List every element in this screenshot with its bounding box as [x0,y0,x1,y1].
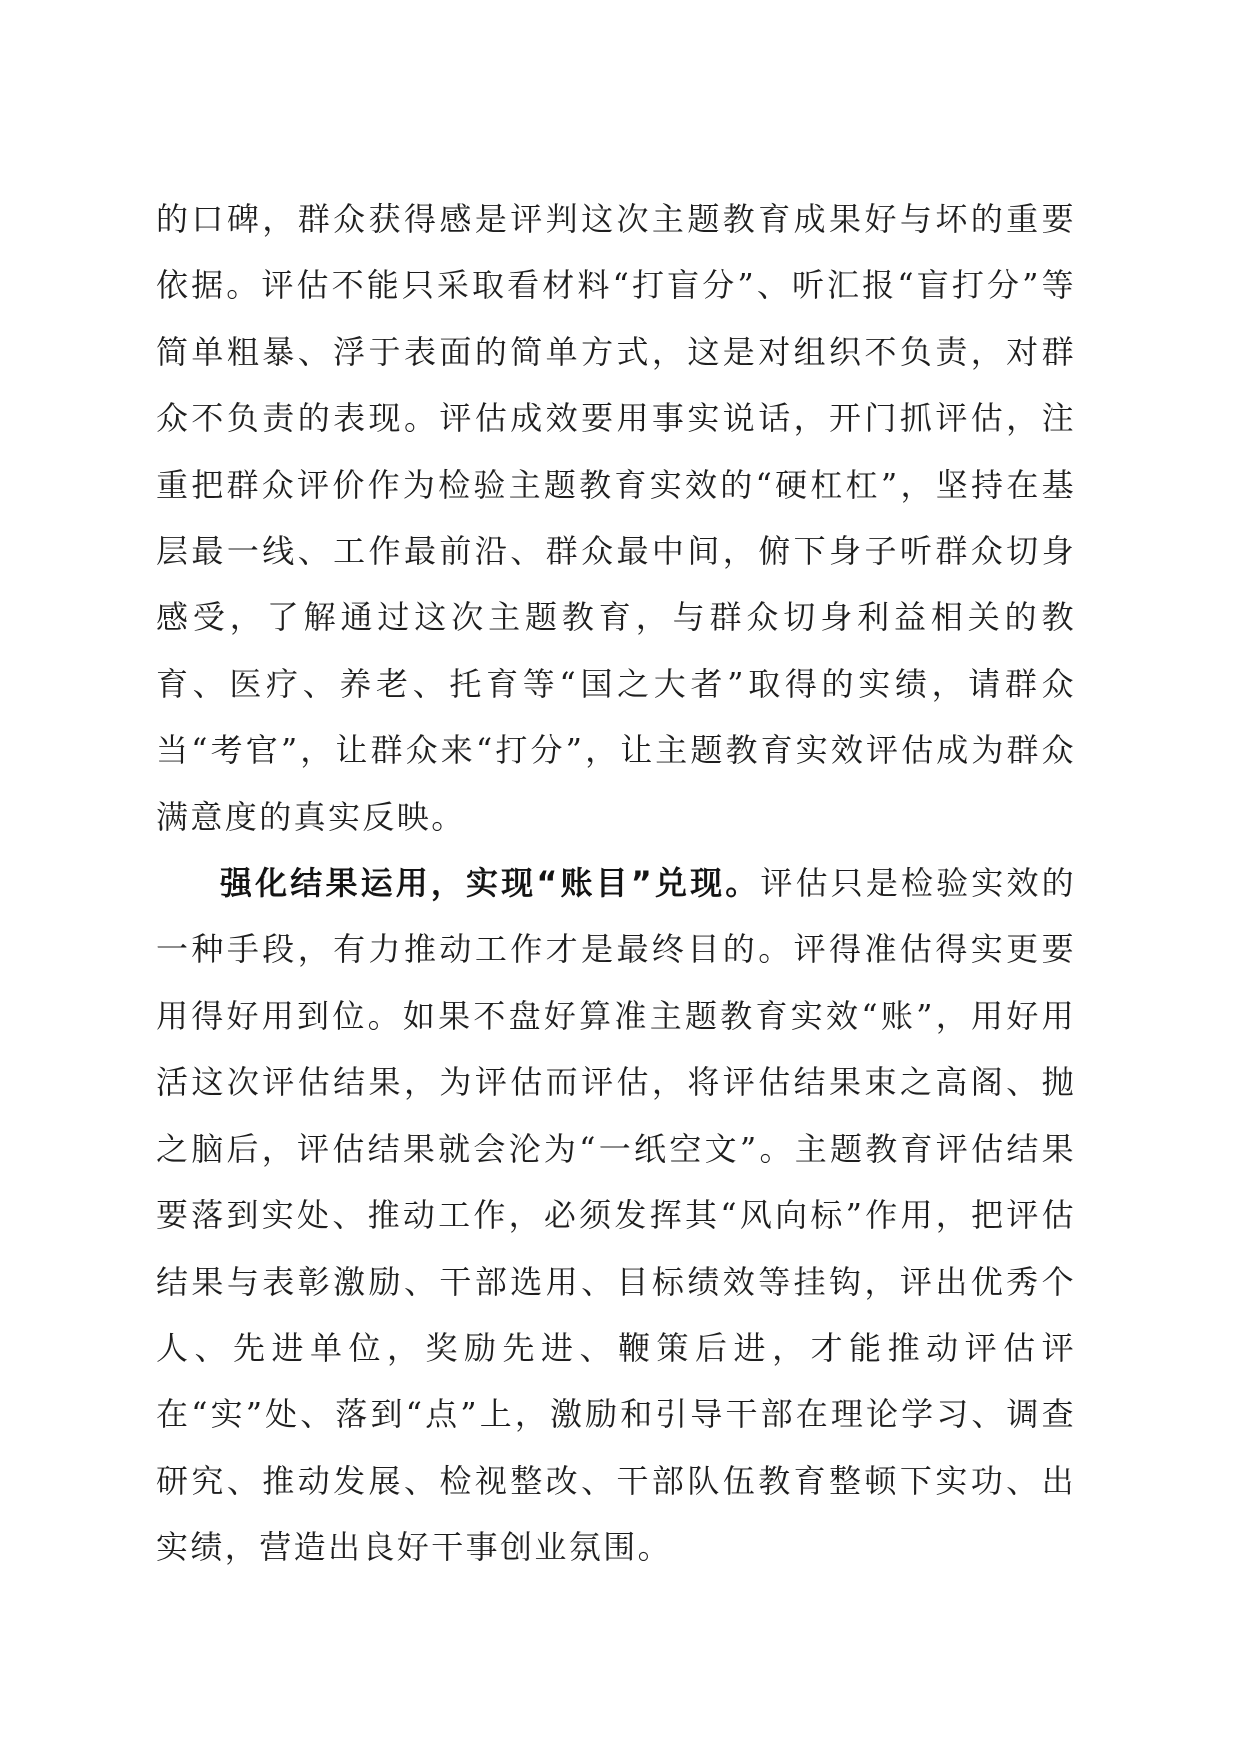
paragraph-text: 评估只是检验实效的一种手段，有力推动工作才是最终目的。评得准估得实更要用得好用到位。如果不盘好算准主题教育实效“账”，用好用活这次评估结果，为评估而评估，将评估结果束之高阁、抛之脑后，评估结果就会沦为“一纸空文”。主题教育评估结果要落到实处、推动工作，必须发挥其“风向标”作用，把评估结果与表彰激励、干部选用、目标绩效等挂钩，评出优秀个人、先进单位，奖励先进、鞭策后进，才能推动评估评在“实”处、落到“点”上，激励和引导干部在理论学习、调查研究、推动发展、检视整改、干部队伍教育整顿下实功、出实绩，营造出良好干事创业氛围。 [156,864,1076,1567]
document-body [156,186,1076,1581]
paragraph-heading: 强化结果运用，实现“账目”兑现。 [220,864,761,903]
paragraph-results-application [156,850,1076,1580]
paragraph-text: 的口碑，群众获得感是评判这次主题教育成果好与坏的重要依据。评估不能只采取看材料“打盲分”、听汇报“盲打分”等简单粗暴、浮于表面的简单方式，这是对组织不负责，对群众不负责的表现。评估成效要用事实说话，开门抓评估，注重把群众评价作为检验主题教育实效的“硬杠杠”，坚持在基层最一线、工作最前沿、群众最中间，俯下身子听群众切身感受，了解通过这次主题教育，与群众切身利益相关的教育、医疗、养老、托育等“国之大者”取得的实绩，请群众当“考官”，让群众来“打分”，让主题教育实效评估成为群众满意度的真实反映。 [156,200,1076,836]
paragraph-continued [156,186,1076,850]
